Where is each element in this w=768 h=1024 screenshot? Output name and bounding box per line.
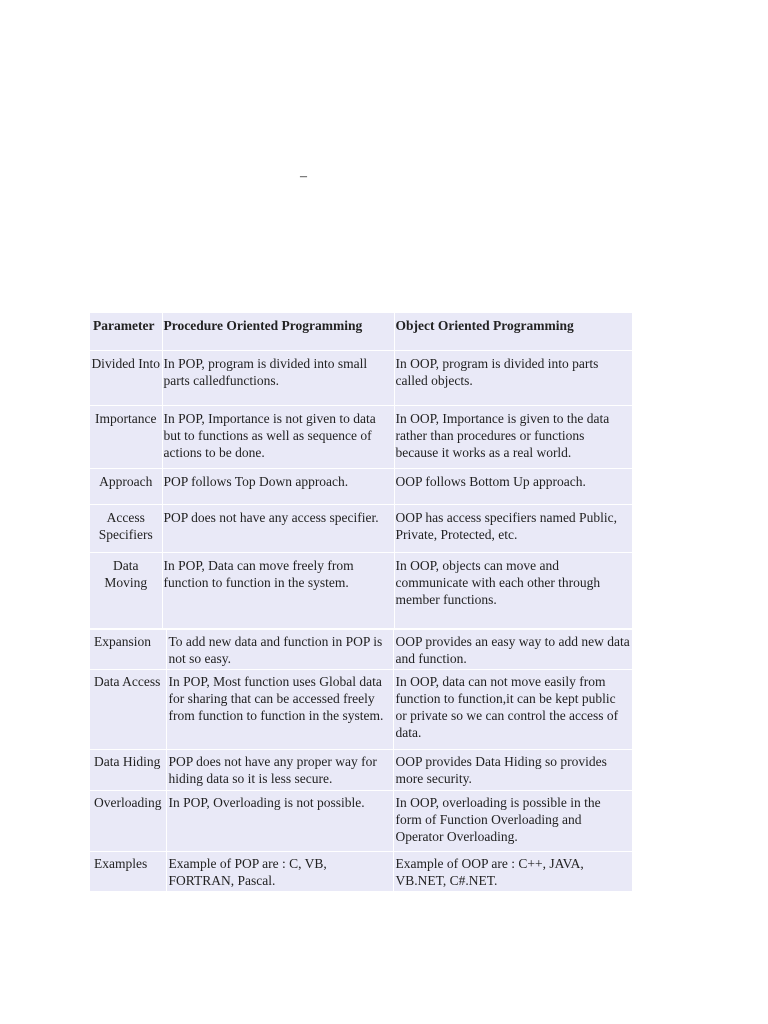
- stray-dash-mark: –: [300, 169, 307, 184]
- table-header-row: [90, 313, 632, 351]
- row-oop-cell: OOP provides Data Hiding so provides more security.: [393, 750, 632, 791]
- row-oop-cell: In OOP, program is divided into parts called objects.: [394, 351, 632, 406]
- table-row: [90, 469, 632, 505]
- row-oop-cell: In OOP, data can not move easily from function to function,it can be kept public or private so we can control the access of data.: [393, 670, 632, 750]
- row-parameter: Access Specifiers: [90, 505, 162, 553]
- row-pop-cell: In POP, Overloading is not possible.: [166, 791, 393, 852]
- row-oop-cell: In OOP, objects can move and communicate with each other through member functions.: [394, 553, 632, 629]
- table-row: [90, 750, 632, 791]
- row-oop-cell: OOP provides an easy way to add new data and function.: [393, 630, 632, 670]
- table-row: [90, 670, 632, 750]
- row-parameter: Data Hiding: [90, 750, 166, 791]
- row-oop-cell: OOP has access specifiers named Public, Private, Protected, etc.: [394, 505, 632, 553]
- pop-vs-oop-table-upper: [90, 313, 632, 629]
- row-oop-cell: In OOP, overloading is possible in the form of Function Overloading and Operator Overloading.: [393, 791, 632, 852]
- row-parameter: Expansion: [90, 630, 166, 670]
- row-pop-cell: To add new data and function in POP is not so easy.: [166, 630, 393, 670]
- row-oop-cell: In OOP, Importance is given to the data rather than procedures or functions because it works as a real world.: [394, 406, 632, 469]
- row-pop-cell: In POP, Data can move freely from function to function in the system.: [162, 553, 394, 629]
- row-oop-cell: Example of OOP are : C++, JAVA, VB.NET, C#.NET.: [393, 852, 632, 892]
- row-parameter: Data Moving: [90, 553, 162, 629]
- header-oop: Object Oriented Programming: [394, 313, 632, 351]
- row-parameter: Importance: [90, 406, 162, 469]
- row-pop-cell: In POP, Most function uses Global data for sharing that can be accessed freely from function to function in the system.: [166, 670, 393, 750]
- row-pop-cell: Example of POP are : C, VB, FORTRAN, Pascal.: [166, 852, 393, 892]
- header-pop: Procedure Oriented Programming: [162, 313, 394, 351]
- table-row: [90, 505, 632, 553]
- header-parameter: Parameter: [90, 313, 162, 351]
- table-row: [90, 351, 632, 406]
- table-row: [90, 553, 632, 629]
- row-pop-cell: POP follows Top Down approach.: [162, 469, 394, 505]
- pop-vs-oop-table-lower: [90, 630, 632, 892]
- table-row: [90, 852, 632, 892]
- row-parameter: Approach: [90, 469, 162, 505]
- table-row: [90, 630, 632, 670]
- row-pop-cell: POP does not have any access specifier.: [162, 505, 394, 553]
- row-pop-cell: In POP, program is divided into small parts calledfunctions.: [162, 351, 394, 406]
- table-row: [90, 791, 632, 852]
- row-pop-cell: POP does not have any proper way for hiding data so it is less secure.: [166, 750, 393, 791]
- row-parameter: Examples: [90, 852, 166, 892]
- row-parameter: Overloading: [90, 791, 166, 852]
- row-oop-cell: OOP follows Bottom Up approach.: [394, 469, 632, 505]
- row-parameter: Divided Into: [90, 351, 162, 406]
- row-pop-cell: In POP, Importance is not given to data but to functions as well as sequence of actions to be done.: [162, 406, 394, 469]
- table-row: [90, 406, 632, 469]
- row-parameter: Data Access: [90, 670, 166, 750]
